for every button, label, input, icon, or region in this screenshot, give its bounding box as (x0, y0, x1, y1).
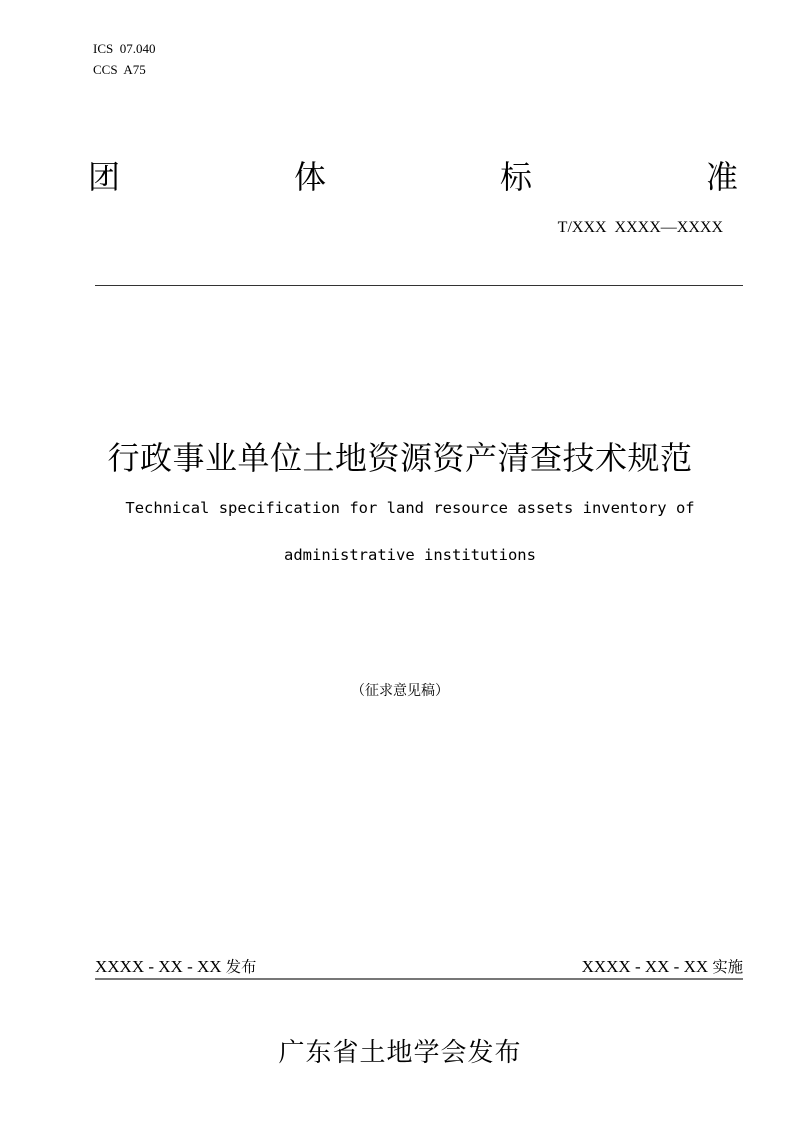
bottom-divider (95, 978, 743, 980)
standard-number: T/XXX XXXX—XXXX (557, 219, 723, 236)
draft-label: （征求意见稿） (351, 684, 449, 699)
standard-type-char: 准 (705, 158, 738, 196)
publish-date (95, 955, 256, 977)
implement-date-value: XXXX - XX - XX (581, 957, 713, 976)
document-title-en-line2: administrative institutions (284, 546, 536, 564)
implement-label: 实施 (712, 958, 743, 976)
standard-type-char: 团 (88, 158, 121, 196)
standard-type-char: 体 (293, 158, 326, 196)
issuing-organization: 广东省土地学会发布 (278, 1038, 522, 1068)
standard-type-char: 标 (499, 158, 532, 196)
document-title-en-line1: Technical specification for land resource assets inventory of (125, 499, 695, 517)
ccs-code: CCS A75 (93, 62, 146, 77)
top-divider (95, 285, 743, 286)
implement-date (582, 955, 743, 977)
ics-code: ICS 07.040 (93, 41, 156, 56)
publish-date-value: XXXX - XX - XX (95, 957, 226, 976)
document-title-cn: 行政事业单位土地资源资产清查技术规范 (107, 439, 693, 477)
classification-codes (93, 38, 155, 80)
publish-label: 发布 (225, 958, 257, 976)
standard-type (88, 152, 738, 198)
